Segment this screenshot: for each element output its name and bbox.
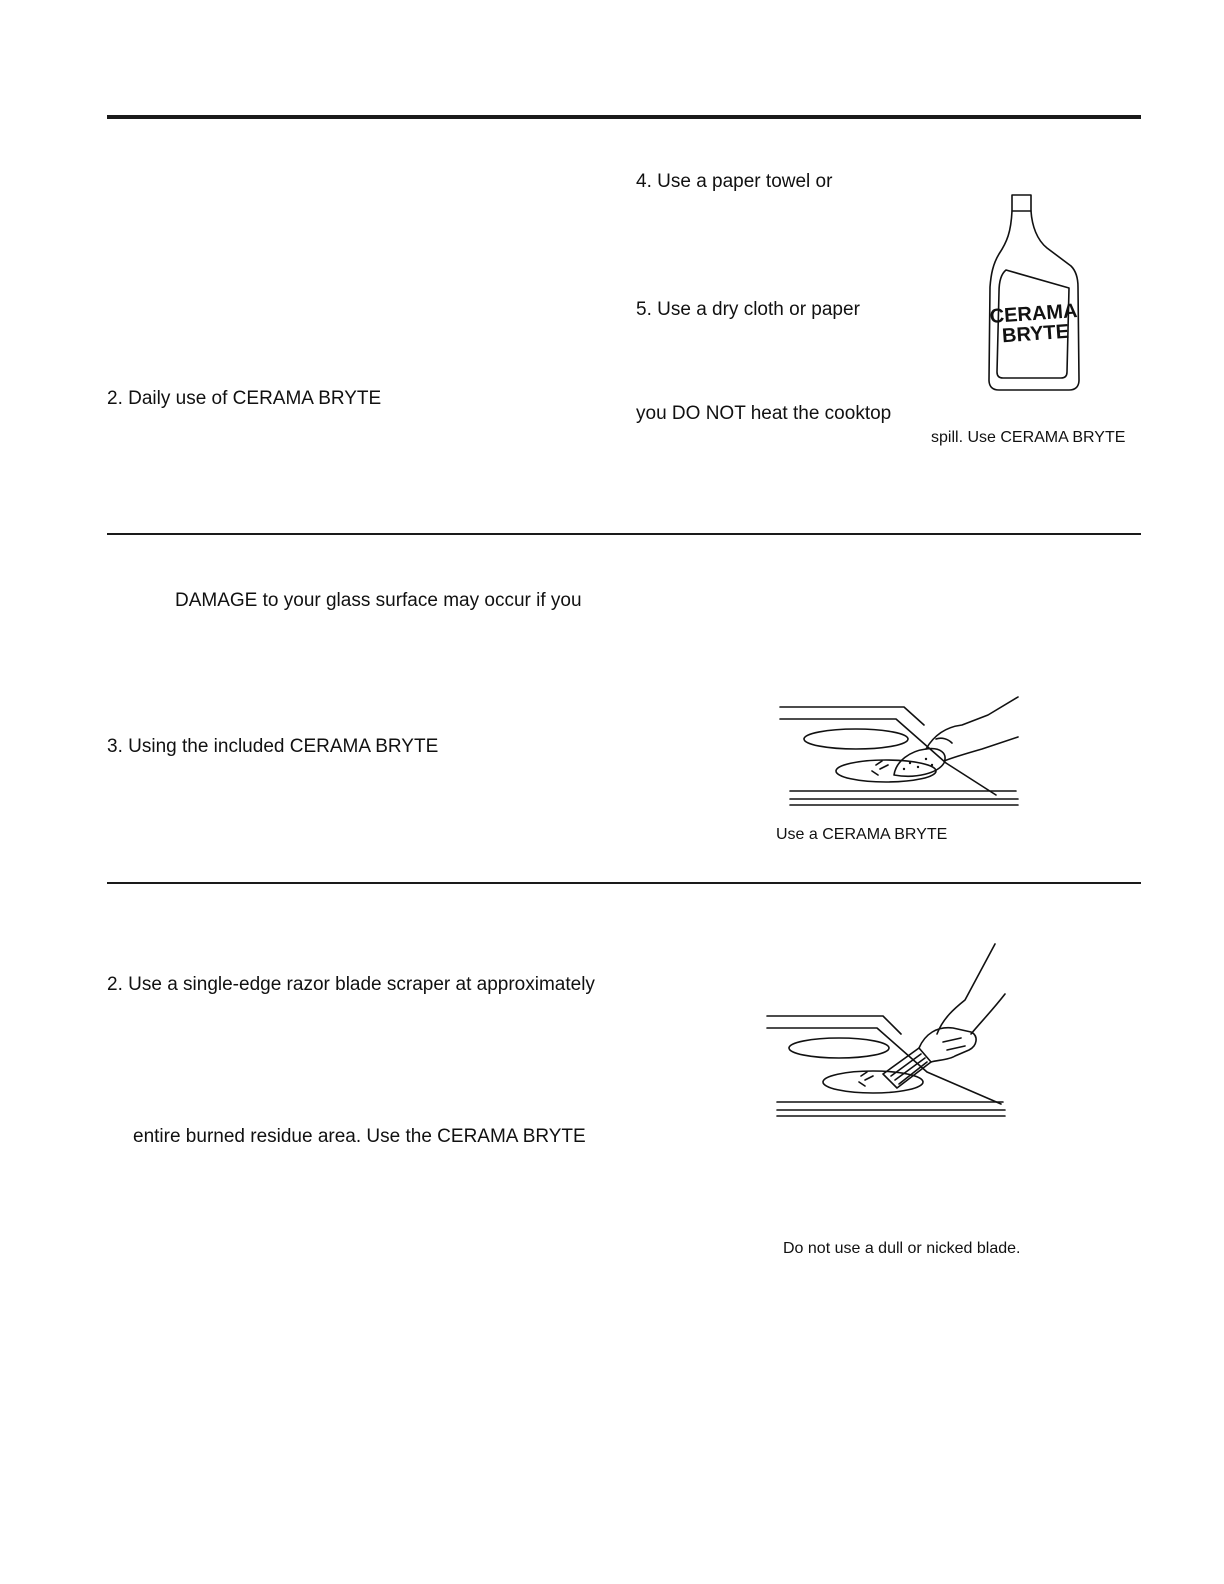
razor-scraper-illustration: [765, 942, 1011, 1122]
cerama-bryte-bottle-illustration: [985, 192, 1085, 394]
cleaning-pad-caption: Use a CERAMA BRYTE: [776, 826, 948, 843]
razor-scraper-continued: entire burned residue area. Use the CERAMA BRYTE: [133, 1126, 586, 1147]
paper-towel-item: 4. Use a paper towel or: [636, 171, 833, 192]
razor-scraper-item: 2. Use a single-edge razor blade scraper at approximately: [107, 974, 595, 995]
bottle-label-line2: BRYTE: [1001, 320, 1070, 348]
damage-warning: DAMAGE to your glass surface may occur if you: [175, 590, 582, 611]
cleaning-pad-illustration: [776, 695, 1022, 815]
spill-caption: spill. Use CERAMA BRYTE: [931, 429, 1126, 446]
top-rule: [107, 115, 1141, 119]
blade-caption: Do not use a dull or nicked blade.: [783, 1240, 1021, 1257]
daily-use-item: 2. Daily use of CERAMA BRYTE: [107, 388, 382, 409]
do-not-heat-note: you DO NOT heat the cooktop: [636, 403, 892, 424]
section-divider-1: [107, 533, 1141, 535]
using-cerama-bryte-item: 3. Using the included CERAMA BRYTE: [107, 736, 439, 757]
bottle-label-line1: CERAMA: [989, 299, 1079, 329]
dry-cloth-item: 5. Use a dry cloth or paper: [636, 299, 860, 320]
section-divider-2: [107, 882, 1141, 884]
